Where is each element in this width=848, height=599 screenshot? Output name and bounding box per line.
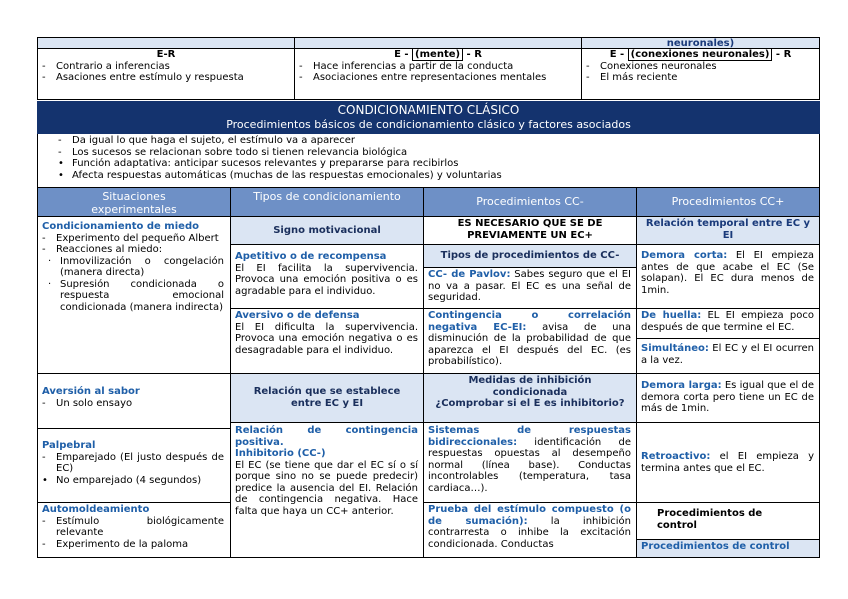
banner — [37, 101, 820, 134]
miedo-sub-2: · Supresión condicionada o respuesta emocional condicionada (manera indirecta) — [48, 278, 224, 313]
bullet-2: - Los sucesos se relacionan sobre todo si tienen relevancia biológica — [58, 146, 408, 158]
cell-prueba — [423, 502, 637, 558]
emr-cell — [294, 48, 582, 100]
cell-inhibitorio — [230, 422, 424, 558]
cell-necesario — [423, 216, 637, 245]
demora-larga-text: Demora larga: Es igual que el de demora corta pero tiene un EC de más de 1min. — [641, 380, 815, 414]
inhibitorio-title: Inhibitorio (CC-) — [235, 448, 326, 459]
sabor-item-1: - Un solo ensayo — [42, 397, 133, 409]
emr-item-1: - Hace inferencias a partir de la conducta — [299, 60, 514, 72]
simultaneo-text: Simultáneo: El EC y el EI ocurren a la vez. — [641, 343, 814, 366]
miedo-sub-1: · Inmovilización o congelación (manera directa) — [48, 255, 224, 278]
palpebral-item-1: - Emparejado (El justo después de EC) — [42, 451, 224, 474]
header-cc-minus: Procedimientos CC- — [423, 187, 637, 217]
pavlov-text: CC- de Pavlov: Sabes seguro que el EI no va a pasar. El EC es una señal de seguridad. — [428, 269, 631, 303]
cell-aversivo — [230, 308, 424, 374]
aversivo-title: Aversivo o de defensa — [235, 310, 360, 321]
sabor-title: Aversión al sabor — [42, 386, 140, 397]
cell-demora-larga — [636, 373, 820, 423]
signo-motivacional: Signo motivacional — [230, 216, 424, 245]
contingencia-positiva: Relación de contingencia positiva. — [235, 425, 418, 448]
apetitivo-text: El EI facilita la supervivencia. Provoca una emoción positiva o es agradable para el individuo. — [235, 262, 418, 297]
bullet-4: • Afecta respuestas automáticas (muchas de las respuestas emocionales) y voluntarias — [58, 169, 502, 181]
medidas-title: Medidas de inhibición condicionada — [468, 375, 592, 398]
cell-medidas — [423, 373, 637, 423]
er-item-1: - Contrario a inferencias — [42, 60, 170, 72]
cell-sabor — [37, 373, 231, 429]
banner-subtitle: Procedimientos básicos de condicionamiento clásico y factores asociados — [226, 118, 631, 131]
comprobar-title: ¿Comprobar si el E es inhibitorio? — [435, 398, 625, 409]
aversivo-text: El EI dificulta la supervivencia. Provoca una emoción negativa o es desagradable para el individuo. — [235, 321, 418, 356]
control-title: Procedimientos de control — [657, 508, 763, 531]
automol-title: Automoldeamiento — [42, 504, 150, 515]
cell-control — [636, 502, 820, 540]
header-cc-plus: Procedimientos CC+ — [636, 187, 820, 217]
miedo-item-2: - Reacciones al miedo: — [42, 244, 163, 255]
banner-title: CONDICIONAMIENTO CLÁSICO — [337, 103, 520, 117]
automol-item-2: - Experimento de la paloma — [42, 538, 189, 550]
ecr-item-1: - Conexiones neuronales — [586, 60, 717, 72]
palpebral-item-2: • No emparejado (4 segundos) — [42, 474, 202, 486]
er-title: E-R — [156, 49, 176, 60]
ecr-item-2: - El más reciente — [586, 72, 678, 83]
cell-demora-corta — [636, 244, 820, 309]
er-cell — [37, 48, 295, 100]
necesario-text: ES NECESARIO QUE SE DE PREVIAMENTE UN EC+ — [457, 218, 603, 241]
cell-sistemas — [423, 422, 637, 503]
cell-retroactivo — [636, 422, 820, 503]
cell-relacion-temporal — [636, 216, 820, 245]
cell-contingencia — [423, 308, 637, 374]
cell-miedo — [37, 216, 231, 374]
emr-title: E - (mente) - R — [394, 49, 482, 60]
miedo-title: Condicionamiento de miedo — [42, 221, 199, 232]
miedo-item-1: - Experimento del pequeño Albert — [42, 232, 219, 244]
demora-corta-text: Demora corta: El EI empieza antes de que acabe el EC (Se solapan). El EC dura menos de 1min. — [641, 250, 814, 296]
relacion-temporal-title: Relación temporal entre EC y EI — [645, 218, 811, 241]
huella-text: De huella: EL EI empieza poco después de que termine el EC. — [641, 310, 814, 333]
cell-control-2 — [636, 539, 820, 558]
automol-item-1: - Estímulo biológicamente relevante — [42, 515, 224, 538]
cell-palpebral — [37, 428, 231, 503]
col3-tail: neuronales) — [666, 38, 735, 49]
cell-automol — [37, 502, 231, 558]
palpebral-title: Palpebral — [42, 440, 96, 451]
emr-item-2: - Asociaciones entre representaciones mentales — [299, 72, 547, 83]
header-tipos: Tipos de condicionamiento — [230, 187, 424, 217]
control-title-2: Procedimientos de control — [641, 541, 790, 552]
ecr-title: E - (conexiones neuronales) - R — [609, 49, 792, 60]
retroactivo-text: Retroactivo: el EI empieza y termina antes que el EC. — [641, 451, 814, 474]
cell-huella — [636, 308, 820, 339]
er-item-2: - Asaciones entre estímulo y respuesta — [42, 72, 244, 83]
bullet-1: - Da igual lo que haga el sujeto, el estímulo va a aparecer — [58, 135, 356, 146]
cell-simultaneo — [636, 338, 820, 374]
apetitivo-title: Apetitivo o de recompensa — [235, 251, 387, 262]
ecr-cell — [581, 48, 820, 100]
cell-pavlov — [423, 267, 637, 309]
sistemas-text: Sistemas de respuestas bidireccionales: identificación de respuestas opuestas al desempeño normal (línea base). Conductas incontrolables (temperatura, tasa cardiaca…). — [428, 425, 631, 494]
inhibitorio-text: El EC (se tiene que dar el EC sí o sí porque sino no se puede predecir) predice la ausencia del EI. Relación de contingencia negativa. Hace falta que haya un CC+ anterior. — [235, 459, 418, 517]
header-situaciones: Situaciones experimentales — [37, 187, 231, 217]
cell-relacion — [230, 373, 424, 423]
bullet-list — [37, 134, 820, 188]
prueba-text: Prueba del estímulo compuesto (o de sumación): la inhibición contrarresta o inhibe la excitación condicionada. Conductas — [428, 504, 632, 550]
contingencia-text: Contingencia o correlación negativa EC-EI: avisa de una disminución de la probabilidad de que aparezca el EI después del EC. (es probabilístico). — [428, 310, 631, 367]
tipos-cc-minus: Tipos de procedimientos de CC- — [423, 244, 637, 268]
relacion-title: Relación que se establece entre EC y EI — [253, 386, 401, 409]
bullet-3: • Función adaptativa: anticipar sucesos relevantes y prepararse para recibirlos — [58, 158, 459, 169]
cell-apetitivo — [230, 244, 424, 309]
